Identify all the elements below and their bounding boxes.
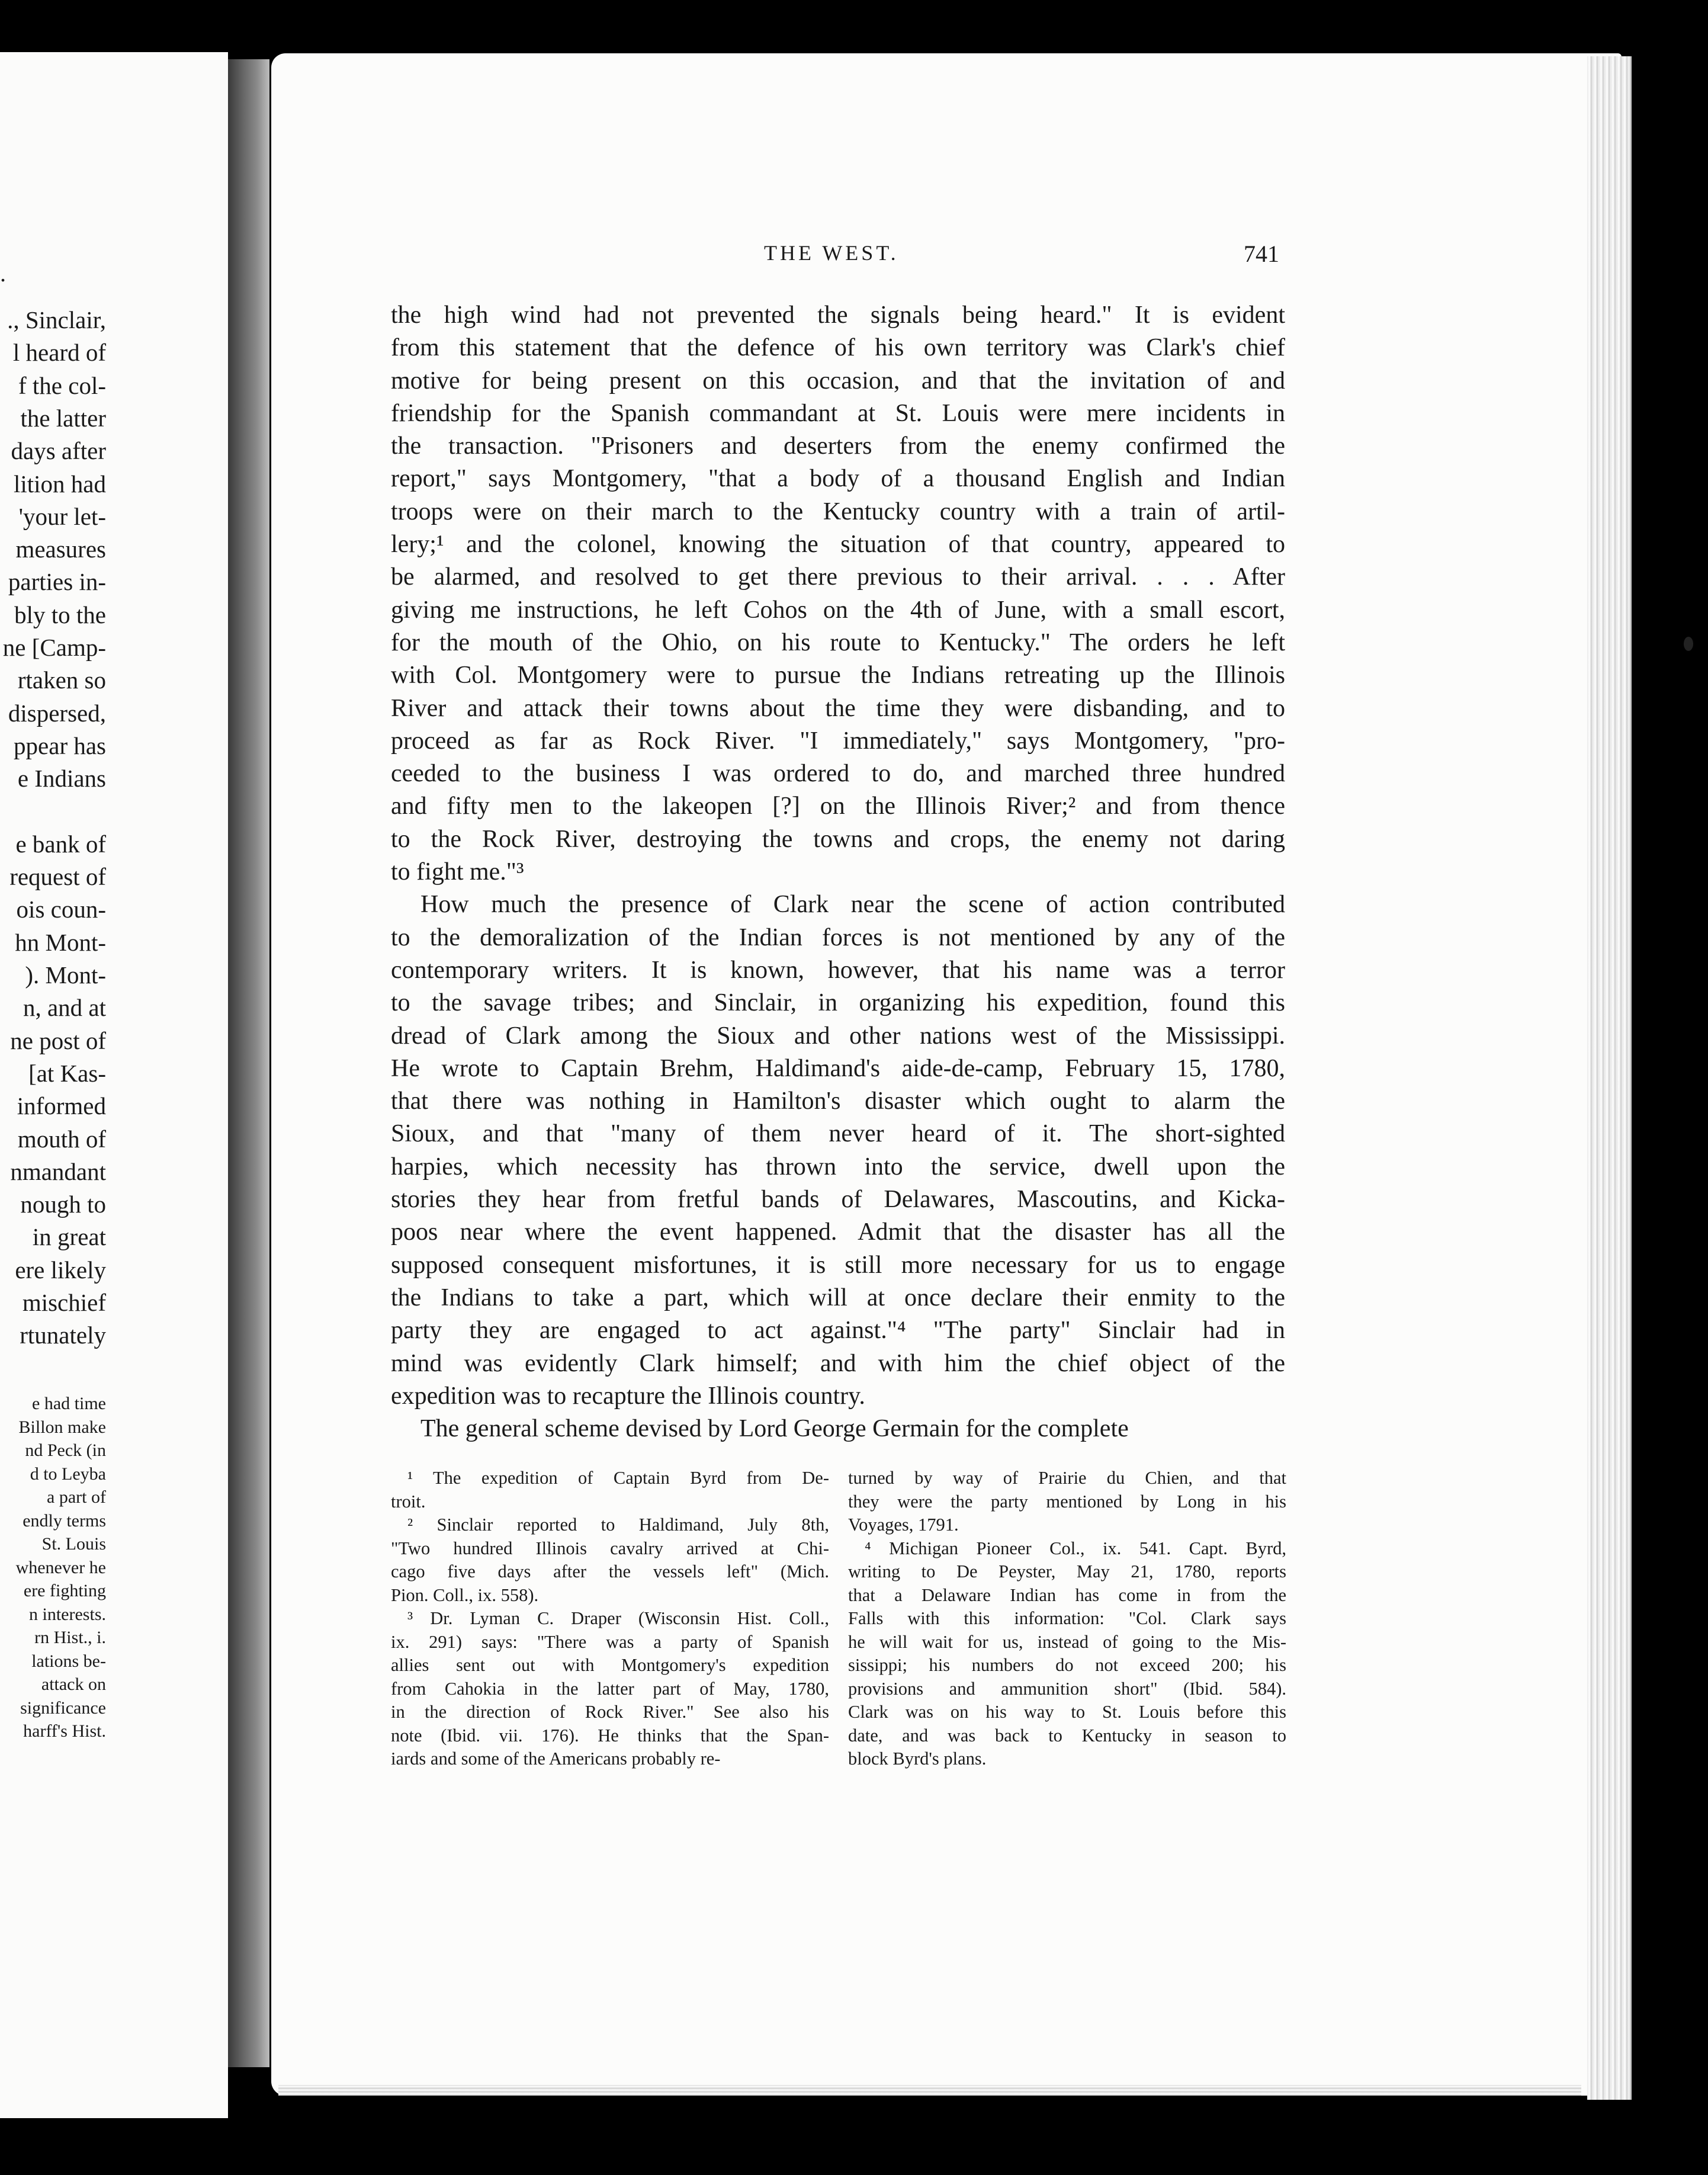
body-line: The general scheme devised by Lord George Germain for the complete bbox=[420, 1415, 1129, 1443]
left-page-line: in great bbox=[32, 1223, 106, 1251]
body-line: to the demoralization of the Indian forces is not mentioned by any of the bbox=[391, 923, 1285, 951]
body-line: giving me instructions, he left Cohos on the 4th of June, with a small escort, bbox=[391, 596, 1285, 624]
footnote-line: in the direction of Rock River." See also his bbox=[391, 1702, 829, 1722]
left-page-line: dispersed, bbox=[8, 699, 106, 727]
ink-speck bbox=[1684, 637, 1693, 651]
left-page-line: e Indians bbox=[17, 765, 106, 793]
left-page-line: f the col- bbox=[18, 371, 106, 399]
body-line: harpies, which necessity has thrown into the service, dwell upon the bbox=[391, 1153, 1285, 1180]
left-page-line: rtaken so bbox=[17, 666, 106, 694]
footnotes-left-column bbox=[391, 1467, 829, 1771]
body-line: mind was evidently Clark himself; and with him the chief object of the bbox=[391, 1349, 1285, 1377]
footnote-line: writing to De Peyster, May 21, 1780, reports bbox=[848, 1561, 1286, 1581]
left-page-footnote-line: d to Leyba bbox=[30, 1464, 106, 1484]
footnote-line: he will wait for us, instead of going to the Mis- bbox=[848, 1631, 1286, 1652]
left-page-footnote-line: nd Peck (in bbox=[25, 1441, 106, 1460]
left-page-line: n, and at bbox=[23, 994, 106, 1022]
left-page-footnote-line: whenever he bbox=[15, 1557, 106, 1577]
footnote-line: that a Delaware Indian has come in from the bbox=[848, 1584, 1286, 1605]
footnote-line: ix. 291) says: "There was a party of Spanish bbox=[391, 1631, 829, 1652]
left-page bbox=[0, 52, 228, 2118]
body-line: troops were on their march to the Kentucky country with a train of artil- bbox=[391, 498, 1285, 525]
body-line: lery;¹ and the colonel, knowing the situation of that country, appeared to bbox=[391, 531, 1285, 559]
footnote-line: ³ Dr. Lyman C. Draper (Wisconsin Hist. Coll., bbox=[407, 1608, 829, 1628]
footnote-line: "Two hundred Illinois cavalry arrived at Chi- bbox=[391, 1538, 829, 1558]
left-page-footnote-line: rn Hist., i. bbox=[34, 1628, 106, 1647]
left-page-line: lition had bbox=[13, 470, 106, 498]
footnote-line: allies sent out with Montgomery's expedition bbox=[391, 1655, 829, 1675]
body-line: proceed as far as Rock River. "I immediately," says Montgomery, "pro- bbox=[391, 727, 1285, 755]
body-line: the high wind had not prevented the signals being heard." It is evident bbox=[391, 301, 1285, 329]
body-line: be alarmed, and resolved to get there previous to their arrival. . . . After bbox=[391, 563, 1285, 591]
body-line: ceeded to the business I was ordered to do, and marched three hundred bbox=[391, 760, 1285, 788]
body-line: with Col. Montgomery were to pursue the Indians retreating up the Illinois bbox=[391, 662, 1285, 689]
body-line: Sioux, and that "many of them never heard of it. The short-sighted bbox=[391, 1120, 1285, 1148]
left-page-line: mischief bbox=[22, 1289, 106, 1316]
body-line: supposed consequent misfortunes, it is still more necessary for us to engage bbox=[391, 1251, 1285, 1279]
body-line: party they are engaged to act against."⁴ "The party" Sinclair had in bbox=[391, 1317, 1285, 1345]
left-page-footnote-line: ere fighting bbox=[23, 1581, 106, 1600]
page-edge bbox=[1587, 56, 1632, 2100]
left-page-footnote-line: n interests. bbox=[29, 1604, 106, 1624]
left-page-line: mouth of bbox=[17, 1125, 106, 1153]
left-page-line: ). Mont- bbox=[25, 961, 106, 989]
left-page-line: rtunately bbox=[20, 1321, 106, 1349]
left-page-footnote-line: e had time bbox=[32, 1394, 106, 1413]
body-line: poos near where the event happened. Admit that the disaster has all the bbox=[391, 1218, 1285, 1246]
left-page-line: ., Sinclair, bbox=[7, 306, 106, 333]
footnote-line: from Cahokia in the latter part of May, 1780, bbox=[391, 1678, 829, 1699]
left-page-line: measures bbox=[15, 535, 106, 563]
body-line: How much the presence of Clark near the scene of action contributed bbox=[420, 891, 1285, 919]
body-line: He wrote to Captain Brehm, Haldimand's aide-de-camp, February 15, 1780, bbox=[391, 1054, 1285, 1082]
left-page-line: e bank of bbox=[15, 830, 106, 858]
left-page-footnote-line: lations be- bbox=[31, 1651, 106, 1671]
page-number: 741 bbox=[1244, 240, 1279, 267]
left-page-line: ere likely bbox=[15, 1256, 106, 1284]
footnote-line: Clark was on his way to St. Louis before this bbox=[848, 1702, 1286, 1722]
left-page-footnote-line: significance bbox=[20, 1698, 106, 1718]
footnote-line: turned by way of Prairie du Chien, and that bbox=[848, 1468, 1286, 1488]
main-body-text bbox=[391, 299, 1285, 1445]
left-page-line: the latter bbox=[20, 404, 106, 432]
footnote-line: Voyages, 1791. bbox=[848, 1515, 959, 1535]
body-line: motive for being present on this occasion, and that the invitation of and bbox=[391, 367, 1285, 394]
left-page-line: nough to bbox=[20, 1191, 106, 1218]
body-line: for the mouth of the Ohio, on his route to Kentucky." The orders he left bbox=[391, 628, 1285, 656]
bottom-page-edge bbox=[278, 2085, 1581, 2096]
footnote-line: Falls with this information: "Col. Clark says bbox=[848, 1608, 1286, 1628]
body-line: stories they hear from fretful bands of Delawares, Mascoutins, and Kicka- bbox=[391, 1186, 1285, 1214]
left-page-footnote-line: St. Louis bbox=[41, 1534, 106, 1554]
body-line: from this statement that the defence of his own territory was Clark's chief bbox=[391, 334, 1285, 362]
left-page-mark: . bbox=[0, 260, 6, 287]
footnote-line: ⁴ Michigan Pioneer Col., ix. 541. Capt. Byrd, bbox=[865, 1538, 1286, 1558]
footnote-line: troit. bbox=[391, 1491, 426, 1512]
left-page-footnote-line: a part of bbox=[47, 1487, 106, 1507]
left-page-line: nmandant bbox=[10, 1157, 106, 1185]
body-line: contemporary writers. It is known, however, that his name was a terror bbox=[391, 956, 1285, 984]
left-page-line: [at Kas- bbox=[28, 1059, 106, 1087]
left-page-line: ne [Camp- bbox=[2, 634, 106, 661]
left-page-line: ne post of bbox=[10, 1026, 106, 1054]
left-page-footnote-line: attack on bbox=[41, 1674, 106, 1694]
footnotes-right-column bbox=[848, 1467, 1286, 1771]
footnote-line: ¹ The expedition of Captain Byrd from De- bbox=[407, 1468, 829, 1488]
book-gutter bbox=[228, 59, 269, 2067]
left-page-footnote-line: endly terms bbox=[23, 1510, 106, 1531]
body-line: expedition was to recapture the Illinois country. bbox=[391, 1382, 865, 1410]
body-line: the transaction. "Prisoners and deserters from the enemy confirmed the bbox=[391, 432, 1285, 460]
footnote-line: cago five days after the vessels left" (Mich. bbox=[391, 1561, 829, 1581]
left-page-line: parties in- bbox=[8, 568, 106, 596]
footnote-line: block Byrd's plans. bbox=[848, 1749, 987, 1769]
body-line: the Indians to take a part, which will at once declare their enmity to the bbox=[391, 1284, 1285, 1311]
left-page-line: ppear has bbox=[14, 732, 106, 759]
footnote-line: they were the party mentioned by Long in his bbox=[848, 1491, 1286, 1512]
body-line: dread of Clark among the Sioux and other nations west of the Mississippi. bbox=[391, 1022, 1285, 1050]
footnote-line: ² Sinclair reported to Haldimand, July 8th, bbox=[407, 1515, 829, 1535]
body-line: to fight me."³ bbox=[391, 858, 524, 886]
footnote-line: note (Ibid. vii. 176). He thinks that the Span- bbox=[391, 1725, 829, 1746]
left-page-line: request of bbox=[9, 863, 106, 891]
footnote-line: Pion. Coll., ix. 558). bbox=[391, 1584, 539, 1605]
left-page-footnote-line: Billon make bbox=[18, 1417, 106, 1437]
body-line: report," says Montgomery, "that a body of a thousand English and Indian bbox=[391, 465, 1285, 493]
left-page-line: days after bbox=[11, 437, 106, 465]
body-line: and fifty men to the lakeopen [?] on the Illinois River;² and from thence bbox=[391, 793, 1285, 820]
body-line: to the savage tribes; and Sinclair, in organizing his expedition, found this bbox=[391, 989, 1285, 1017]
left-page-line: bly to the bbox=[14, 601, 106, 628]
body-line: River and attack their towns about the time they were disbanding, and to bbox=[391, 694, 1285, 722]
body-line: to the Rock River, destroying the towns and crops, the enemy not daring bbox=[391, 825, 1285, 853]
left-page-line: informed bbox=[17, 1092, 106, 1120]
left-page-line: 'your let- bbox=[18, 502, 106, 530]
left-page-line: l heard of bbox=[12, 339, 106, 367]
left-page-line: hn Mont- bbox=[15, 928, 106, 956]
running-head: THE WEST. bbox=[764, 241, 899, 265]
footnote-line: date, and was back to Kentucky in season to bbox=[848, 1725, 1286, 1746]
body-line: that there was nothing in Hamilton's disaster which ought to alarm the bbox=[391, 1088, 1285, 1115]
left-page-footnote-line: harff's Hist. bbox=[23, 1721, 106, 1741]
footnote-line: iards and some of the Americans probably re- bbox=[391, 1749, 721, 1769]
footnote-line: sissippi; his numbers do not exceed 200; his bbox=[848, 1655, 1286, 1675]
footnote-line: provisions and ammunition short" (Ibid. 584). bbox=[848, 1678, 1286, 1699]
body-line: friendship for the Spanish commandant at St. Louis were mere incidents in bbox=[391, 399, 1285, 427]
left-page-line: ois coun- bbox=[16, 896, 106, 923]
